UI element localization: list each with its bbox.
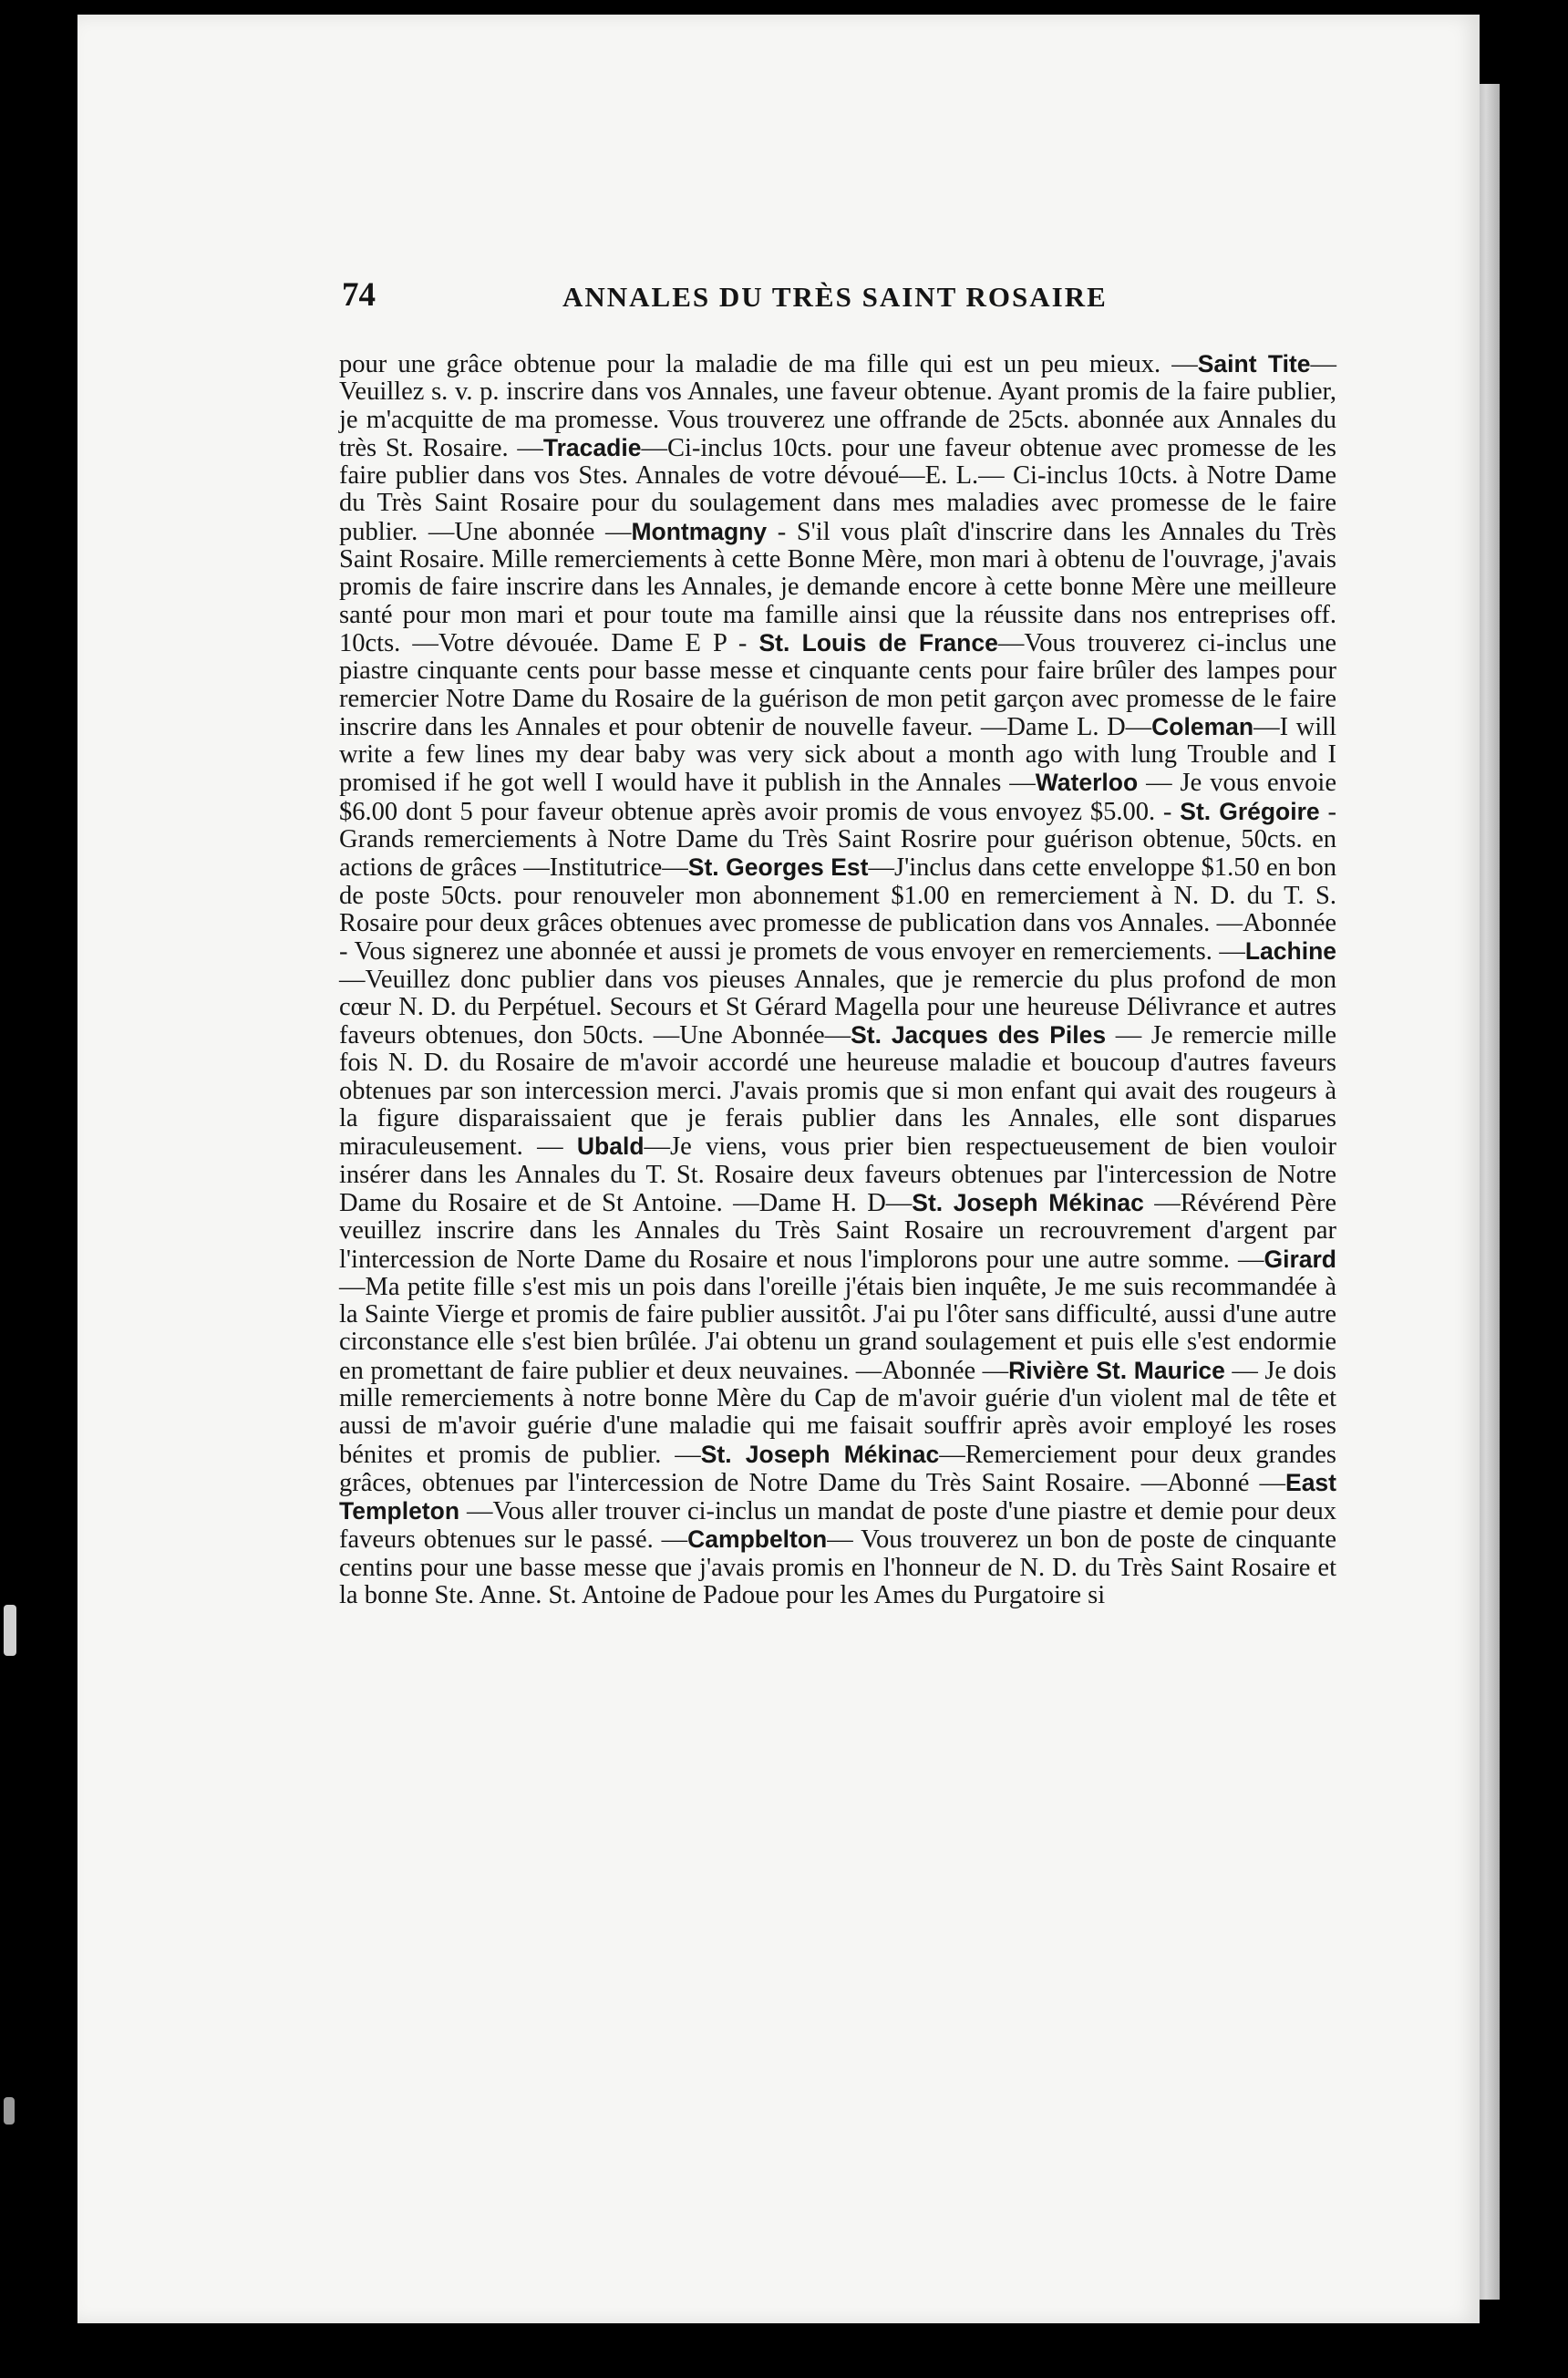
- body-segment: —Ma petite fille s'est mis un pois dans l'oreille j'étais bien inquête, Je me suis recommandée à la Sainte Vierge et promis de faire publier aussitôt. J'ai pu l'ôter sans difficulté, aussi d'une autre circonstance elle s'est bien brûlée. J'ai obtenu un grand soulagement et puis elle s'est endormie en promettant de faire publier et deux neuvaines. —Abonnée —: [339, 1272, 1336, 1385]
- place-name: Lachine: [1244, 937, 1336, 966]
- body-segment: - S'il vous plaît d'inscrire dans les Annales du Très Saint Rosaire. Mille remerciements à cette Bonne Mère, mon mari à obtenu de l'ouvrage, j'avais promis de faire inscrire dans les Annales, je demande encore à cette bonne Mère une meilleure santé pour mon mari et pour toute ma famille ainsi que la réussite dans nos entreprises off. 10cts. —Votre dévouée. Dame E P -: [339, 517, 1336, 657]
- place-name: East Templeton: [339, 1468, 1336, 1525]
- running-header: ANNALES DU TRÈS SAINT ROSAIRE: [562, 281, 1108, 313]
- place-name: St. Louis de France: [758, 628, 998, 657]
- body-segment: —I will write a few lines my dear baby was very sick about a month ago with lung Trouble and I promised if he got well I would have it publish in the Annales —: [339, 712, 1336, 798]
- body-segment: —Je viens, vous prier bien respectueusement de bien vouloir insérer dans les Annales du T. St. Rosaire deux faveurs obtenues par l'intercession de Notre Dame du Rosaire et de St Antoine. —Dame H. D—: [339, 1132, 1336, 1217]
- place-name: St. Jacques des Piles: [851, 1021, 1107, 1049]
- body-segment: —J'inclus dans cette enveloppe $1.50 en bon de poste 50cts. pour renouveler mon abonnement $1.00 en remerciement à N. D. du T. S. Rosaire pour deux grâces obtenues avec promesse de publication dans vos Annales. —Abonnée - Vous signerez une abonnée et aussi je promets de vous envoyer en remerciements. —: [339, 853, 1337, 967]
- page-number: 74: [342, 276, 376, 314]
- place-name: St. Georges Est: [687, 853, 869, 882]
- body-text: [339, 350, 1336, 1609]
- place-name: St. Grégoire: [1180, 797, 1320, 825]
- scan-artifact: [4, 2097, 15, 2125]
- place-name: Waterloo: [1035, 769, 1139, 797]
- place-name: Coleman: [1151, 712, 1254, 740]
- body-segment: —Ci-inclus 10cts. pour une faveur obtenue avec promesse de les faire publier dans vos Stes. Annales de votre dévoué—E. L.— Ci-inclus 10cts. à Notre Dame du Très Saint Rosaire pour du soulagement dans mes maladies avec promesse de le faire publier. —Une abonnée —: [339, 433, 1336, 546]
- body-segment: —Révérend Père veuillez inscrire dans les Annales du Très Saint Rosaire un recrouvrement d'argent par l'intercession de Norte Dame du Rosaire et nous l'implorons pour une autre somme. —: [339, 1188, 1336, 1274]
- body-segment: — Vous trouverez un bon de poste de cinquante centins pour une basse messe que j'avais promis en l'honneur de N. D. du Très Saint Rosaire et la bonne Ste. Anne. St. Antoine de Padoue pour les Ames du Purgatoire si: [339, 1525, 1337, 1610]
- place-name: Rivière St. Maurice: [1008, 1356, 1225, 1384]
- body-segment: pour une grâce obtenue pour la maladie de ma fille qui est un peu mieux. —: [339, 350, 1198, 378]
- body-segment: — Veuillez s. v. p. inscrire dans vos Annales, une faveur obtenue. Ayant promis de la faire publier, je m'acquitte de ma promesse. Vous trouverez une offrande de 25cts. abonnée aux Annales du très St. Rosaire. —: [339, 350, 1336, 462]
- scan-artifact: [4, 1605, 16, 1656]
- place-name: St. Joseph Mékinac: [912, 1188, 1144, 1216]
- place-name: Tracadie: [542, 433, 642, 461]
- body-segment: —Vous trouverez ci-inclus une piastre cinquante cents pour basse messe et cinquante cents pour faire brûler des lampes pour remercier Notre Dame du Rosaire de la guérison de mon petit garçon avec promesse de le faire inscrire dans les Annales et pour obtenir de nouvelle faveur. —Dame L. D—: [339, 628, 1336, 741]
- place-name: Campbelton: [687, 1525, 828, 1554]
- place-name: Ubald: [576, 1132, 645, 1161]
- place-name: Girard: [1264, 1245, 1336, 1273]
- place-name: St. Joseph Mékinac: [700, 1440, 940, 1468]
- body-segment: - Grands remerciements à Notre Dame du Très Saint Rosrire pour guérison obtenue, 50cts. en actions de grâces —Institutrice—: [339, 797, 1336, 883]
- body-segment: —Remerciement pour deux grandes grâces, obtenues par l'intercession de Notre Dame du Très Saint Rosaire. —Abonné —: [339, 1440, 1336, 1497]
- body-segment: — Je remercie mille fois N. D. du Rosaire de m'avoir accordé une heureuse maladie et boucoup d'autres faveurs obtenues par son intercession merci. J'avais promis que si mon enfant qui avait des rougeurs à la figure disparaissaient que je ferais publier dans les Annales, elle sont disparues miraculeusement. —: [339, 1021, 1336, 1162]
- body-segment: —Vous aller trouver ci-inclus un mandat de poste d'une piastre et demie pour deux faveurs obtenues sur le passé. —: [339, 1497, 1336, 1555]
- body-segment: — Je dois mille remerciements à notre bonne Mère du Cap de m'avoir guérie d'un violent mal de tête et aussi de m'avoir guérie d'une maladie qui me faisait souffrir après avoir employé les roses bénites et promis de publier. —: [339, 1356, 1337, 1469]
- place-name: Saint Tite: [1197, 350, 1311, 377]
- body-segment: —Veuillez donc publier dans vos pieuses Annales, que je remercie du plus profond de mon cœur N. D. du Perpétuel. Secours et St Gérard Magella pour une heureuse Délivrance et autres faveurs obtenues, don 50cts. —Une Abonnée—: [339, 965, 1336, 1050]
- body-segment: — Je vous envoie $6.00 dont 5 pour faveur obtenue après avoir promis de vous envoyez $5.00. -: [339, 769, 1336, 826]
- place-name: Montmagny: [631, 517, 768, 545]
